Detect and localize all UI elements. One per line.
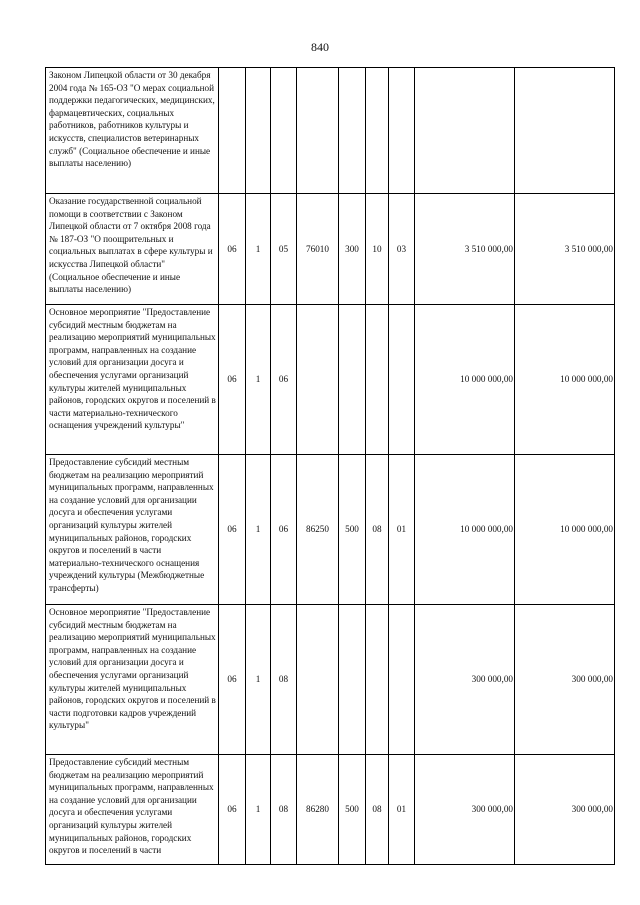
cell-amount-2: 3 510 000,00 bbox=[515, 194, 615, 305]
cell-code-3: 08 bbox=[271, 605, 297, 755]
cell-amount-2: 10 000 000,00 bbox=[515, 305, 615, 455]
cell-code-2: 1 bbox=[246, 305, 271, 455]
budget-table bbox=[45, 67, 615, 865]
table-row bbox=[46, 68, 615, 194]
cell-code-5: 500 bbox=[339, 755, 366, 865]
cell-amount-2: 300 000,00 bbox=[515, 755, 615, 865]
row-description: Основное мероприятие "Предоставление субсидий местным бюджетам на реализацию мероприятий муниципальных программ, направленных на создание условий для организации досуга и обеспечения услугами организаций культуры жителей муниципальных районов, городских округов и поселений в части материально-технического оснащения учреждений культуры" bbox=[46, 305, 219, 455]
cell-amount-1: 3 510 000,00 bbox=[415, 194, 515, 305]
cell-code-4: 86250 bbox=[297, 455, 339, 605]
cell-code-5: 300 bbox=[339, 194, 366, 305]
cell-amount-1: 300 000,00 bbox=[415, 605, 515, 755]
cell-code-2: 1 bbox=[246, 605, 271, 755]
cell-code-6 bbox=[366, 68, 389, 194]
cell-amount-1: 10 000 000,00 bbox=[415, 305, 515, 455]
cell-code-7 bbox=[389, 605, 415, 755]
cell-amount-2: 300 000,00 bbox=[515, 605, 615, 755]
cell-code-2: 1 bbox=[246, 455, 271, 605]
cell-amount-1: 300 000,00 bbox=[415, 755, 515, 865]
row-description: Предоставление субсидий местным бюджетам на реализацию мероприятий муниципальных программ, направленных на создание условий для организации досуга и обеспечения услугами организаций культуры жителей муниципальных районов, городских округов и поселений в части bbox=[46, 755, 219, 865]
cell-code-4 bbox=[297, 68, 339, 194]
table-row bbox=[46, 605, 615, 755]
cell-code-6: 08 bbox=[366, 455, 389, 605]
table-row bbox=[46, 455, 615, 605]
cell-amount-2: 10 000 000,00 bbox=[515, 455, 615, 605]
cell-code-2: 1 bbox=[246, 194, 271, 305]
cell-code-2 bbox=[246, 68, 271, 194]
cell-code-5 bbox=[339, 305, 366, 455]
row-description: Законом Липецкой области от 30 декабря 2004 года № 165-ОЗ "О мерах социальной поддержки педагогических, медицинских, фармацевтических, социальных работников, работников культуры и искусств, специалистов ветеринарных служб" (Социальное обеспечение и иные выплаты населению) bbox=[46, 68, 219, 194]
cell-amount-1: 10 000 000,00 bbox=[415, 455, 515, 605]
table-row bbox=[46, 755, 615, 865]
cell-code-6: 10 bbox=[366, 194, 389, 305]
cell-code-7 bbox=[389, 68, 415, 194]
cell-code-1: 06 bbox=[219, 755, 246, 865]
cell-code-2: 1 bbox=[246, 755, 271, 865]
cell-code-3 bbox=[271, 68, 297, 194]
table-body bbox=[46, 68, 615, 865]
table-row bbox=[46, 305, 615, 455]
cell-code-4 bbox=[297, 305, 339, 455]
cell-code-6 bbox=[366, 305, 389, 455]
page-number: 840 bbox=[311, 40, 329, 54]
cell-code-3: 06 bbox=[271, 455, 297, 605]
row-description: Оказание государственной социальной помощи в соответствии с Законом Липецкой области от 7 октября 2008 года № 187-ОЗ "О поощрительных и социальных выплатах в сфере культуры и искусства Липецкой области" (Социальное обеспечение и иные выплаты населению) bbox=[46, 194, 219, 305]
cell-code-7: 03 bbox=[389, 194, 415, 305]
cell-code-1: 06 bbox=[219, 455, 246, 605]
cell-code-4: 76010 bbox=[297, 194, 339, 305]
row-description: Основное мероприятие "Предоставление субсидий местным бюджетам на реализацию мероприятий муниципальных программ, направленных на создание условий для организации досуга и обеспечения услугами организаций культуры жителей муниципальных районов, городских округов и поселений в части подготовки кадров учреждений культуры" bbox=[46, 605, 219, 755]
table-row bbox=[46, 194, 615, 305]
cell-code-7: 01 bbox=[389, 755, 415, 865]
cell-code-6 bbox=[366, 605, 389, 755]
cell-code-3: 05 bbox=[271, 194, 297, 305]
cell-code-5 bbox=[339, 605, 366, 755]
cell-code-7: 01 bbox=[389, 455, 415, 605]
cell-code-1: 06 bbox=[219, 194, 246, 305]
cell-amount-2 bbox=[515, 68, 615, 194]
cell-code-1 bbox=[219, 68, 246, 194]
cell-amount-1 bbox=[415, 68, 515, 194]
cell-code-1: 06 bbox=[219, 605, 246, 755]
cell-code-1: 06 bbox=[219, 305, 246, 455]
cell-code-5 bbox=[339, 68, 366, 194]
cell-code-7 bbox=[389, 305, 415, 455]
cell-code-3: 08 bbox=[271, 755, 297, 865]
cell-code-6: 08 bbox=[366, 755, 389, 865]
row-description: Предоставление субсидий местным бюджетам на реализацию мероприятий муниципальных программ, направленных на создание условий для организации досуга и обеспечения услугами организаций культуры жителей муниципальных районов, городских округов и поселений в части материально-технического оснащения учреждений культуры (Межбюджетные трансферты) bbox=[46, 455, 219, 605]
cell-code-4: 86280 bbox=[297, 755, 339, 865]
cell-code-3: 06 bbox=[271, 305, 297, 455]
cell-code-5: 500 bbox=[339, 455, 366, 605]
cell-code-4 bbox=[297, 605, 339, 755]
